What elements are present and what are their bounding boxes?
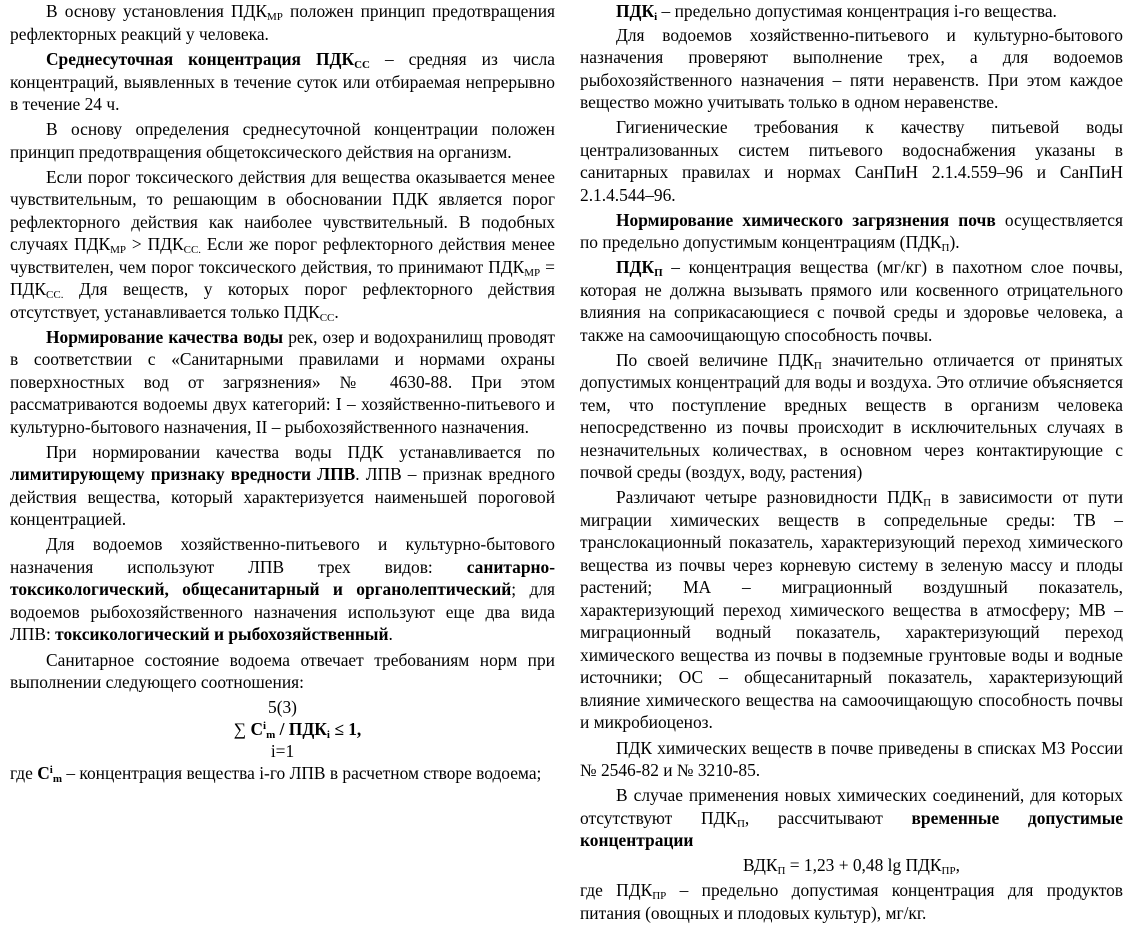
paragraph-threshold-comparison: Если порог токсического действия для вещества оказывается менее чувствительным, то решающим в обосновании ПДК является порог рефлекторного действия как наиболее чувствительный. В подобных случаях $ПДК_{МР} > ПДК_{СС.}$ Если же порог рефлекторного действия менее чувствителен, чем порог токсического действия, то принимают $ПДК_{МР} = ПДК_{СС.}$ Для веществ, у которых порог рефлекторного действия отсутствует, устанавливается только $ПДК_{СС}$.: [10, 166, 555, 324]
paragraph-drinking-water: Гигиенические требования к качеству питьевой воды централизованных систем питьевого водоснабжения указаны в санитарных правилах и нормах СанПиН 2.1.4.559–96 и СанПиН 2.1.4.544–96.: [580, 117, 1123, 205]
paragraph-pdk-p-types: Различают четыре разновидности $ПДК_П$ в зависимости от пути миграции химических веществ в сопредельные среды: ТВ – транслокационный показатель, характеризующий переход химического вещества из почвы через корневую систему в зеленую массу и плоды растений; МА – миграционный воздушный показатель, характеризующий переход химического вещества в атмосферу; МВ – миграционный водный показатель, характеризующий переход химического вещества из почвы в подземные грунтовые воды и водные источники; ОС – общесанитарный показатель, характеризующий влияние химического вещества на самоочищающую способность почвы и микробиоценоз.: [580, 487, 1124, 733]
paragraph-mz-lists: ПДК химических веществ в почве приведены в списках МЗ России № 2546-82 и № 3210-85.: [580, 737, 1123, 781]
paragraph-daily-average-definition: Среднесуточная концентрация $ПДК_{СС}$ – средняя из числа концентраций, выявленных в течение суток или отбираемая непрерывно в течение 24 ч.: [10, 49, 555, 114]
formula-lower-limit: i=1: [270, 741, 295, 762]
paragraph-pdk-i-definition: $ПДК_i$ – предельно допустимая концентрация i-го вещества.: [616, 1, 1057, 23]
left-column: [10, 0, 555, 787]
paragraph-limiting-sign: При нормировании качества воды ПДК устанавливается по лимитирующему признаку вредности ЛПВ. ЛПВ – признак вредного действия вещества, который характеризуется наименьшей пороговой концентрацией.: [10, 441, 556, 530]
sum-formula: [10, 696, 555, 762]
paragraph-water-quality-norms: Нормирование качества воды рек, озер и водохранилищ проводят в соответствии с «Санитарными правилами и нормами охраны поверхностных вод от загрязнения» № 4630-88. При этом рассматриваются водоемы двух категорий: I – хозяйственно-питьевого и культурно-бытового назначения, II – рыбохозяйственного назначения.: [10, 326, 555, 437]
paragraph-inequalities: Для водоемов хозяйственно-питьевого и культурно-бытового назначения проверяют выполнение трех, а для водоемов рыбохозяйственного назначения – пяти неравенств. При этом каждое вещество можно учитывать только в одном неравенстве.: [580, 24, 1123, 112]
paragraph-pdk-mr-principle: В основу установления $ПДК_{МР}$ положен принцип предотвращения рефлекторных реакций у человека.: [10, 1, 555, 44]
paragraph-lpv-types: Для водоемов хозяйственно-питьевого и культурно-бытового назначения используют ЛПВ трех видов: санитарно-токсикологический, общесанитарный и органолептический; для водоемов рыбохозяйственного назначения используют еще два вида ЛПВ: токсикологический и рыбохозяйственный.: [10, 534, 555, 645]
formula-main: ∑ $C^i_m / ПДК_i \le 1$,: [233, 719, 362, 742]
paragraph-soil-norms: Нормирование химического загрязнения почв осуществляется по предельно допустимым концентрациям $(ПДК_П)$.: [580, 209, 1123, 255]
paragraph-pdk-p-definition: $ПДК_П$ – концентрация вещества (мг/кг) в пахотном слое почвы, которая не должна вызывать прямого или косвенного отрицательного влияния на соприкасающиеся с почвой среды и здоровье человека, а также на самоочищающую способность почвы.: [580, 257, 1123, 345]
formula-upper-limit: 5(3): [268, 697, 297, 718]
paragraph-sanitary-condition: Санитарное состояние водоема отвечает требованиям норм при выполнении следующего соотношения:: [10, 649, 555, 693]
paragraph-daily-average-principle: В основу определения среднесуточной концентрации положен принцип предотвращения общетоксического действия на организм.: [10, 119, 555, 162]
paragraph-pdk-pr-definition: где $ПДК_{ПР}$ – предельно допустимая концентрация для продуктов питания (овощных и плодовых культур), мг/кг.: [580, 880, 1123, 923]
paragraph-pdk-p-difference: По своей величине $ПДК_П$ значительно отличается от принятых допустимых концентраций для воды и воздуха. Это отличие объясняется тем, что поступление вредных веществ в организм человека непосредственно из почвы происходит в исключительных случаях в незначительных количествах, в основном через контактирующие с почвой среды (воздух, воду, растения): [580, 349, 1123, 483]
right-column: [580, 0, 1123, 927]
paragraph-cm-definition: где $C^i_m$ – концентрация вещества i-го ЛПВ в расчетном створе водоема;: [10, 763, 542, 786]
vdk-formula: $ВДК_П = 1,23 + 0,48$ $\lg ПДК_{ПР}$,: [743, 855, 960, 878]
paragraph-temporary-concentrations: В случае применения новых химических соединений, для которых отсутствуют $ПДК_П$, рассчитывают временные допустимые концентрации: [580, 785, 1123, 851]
